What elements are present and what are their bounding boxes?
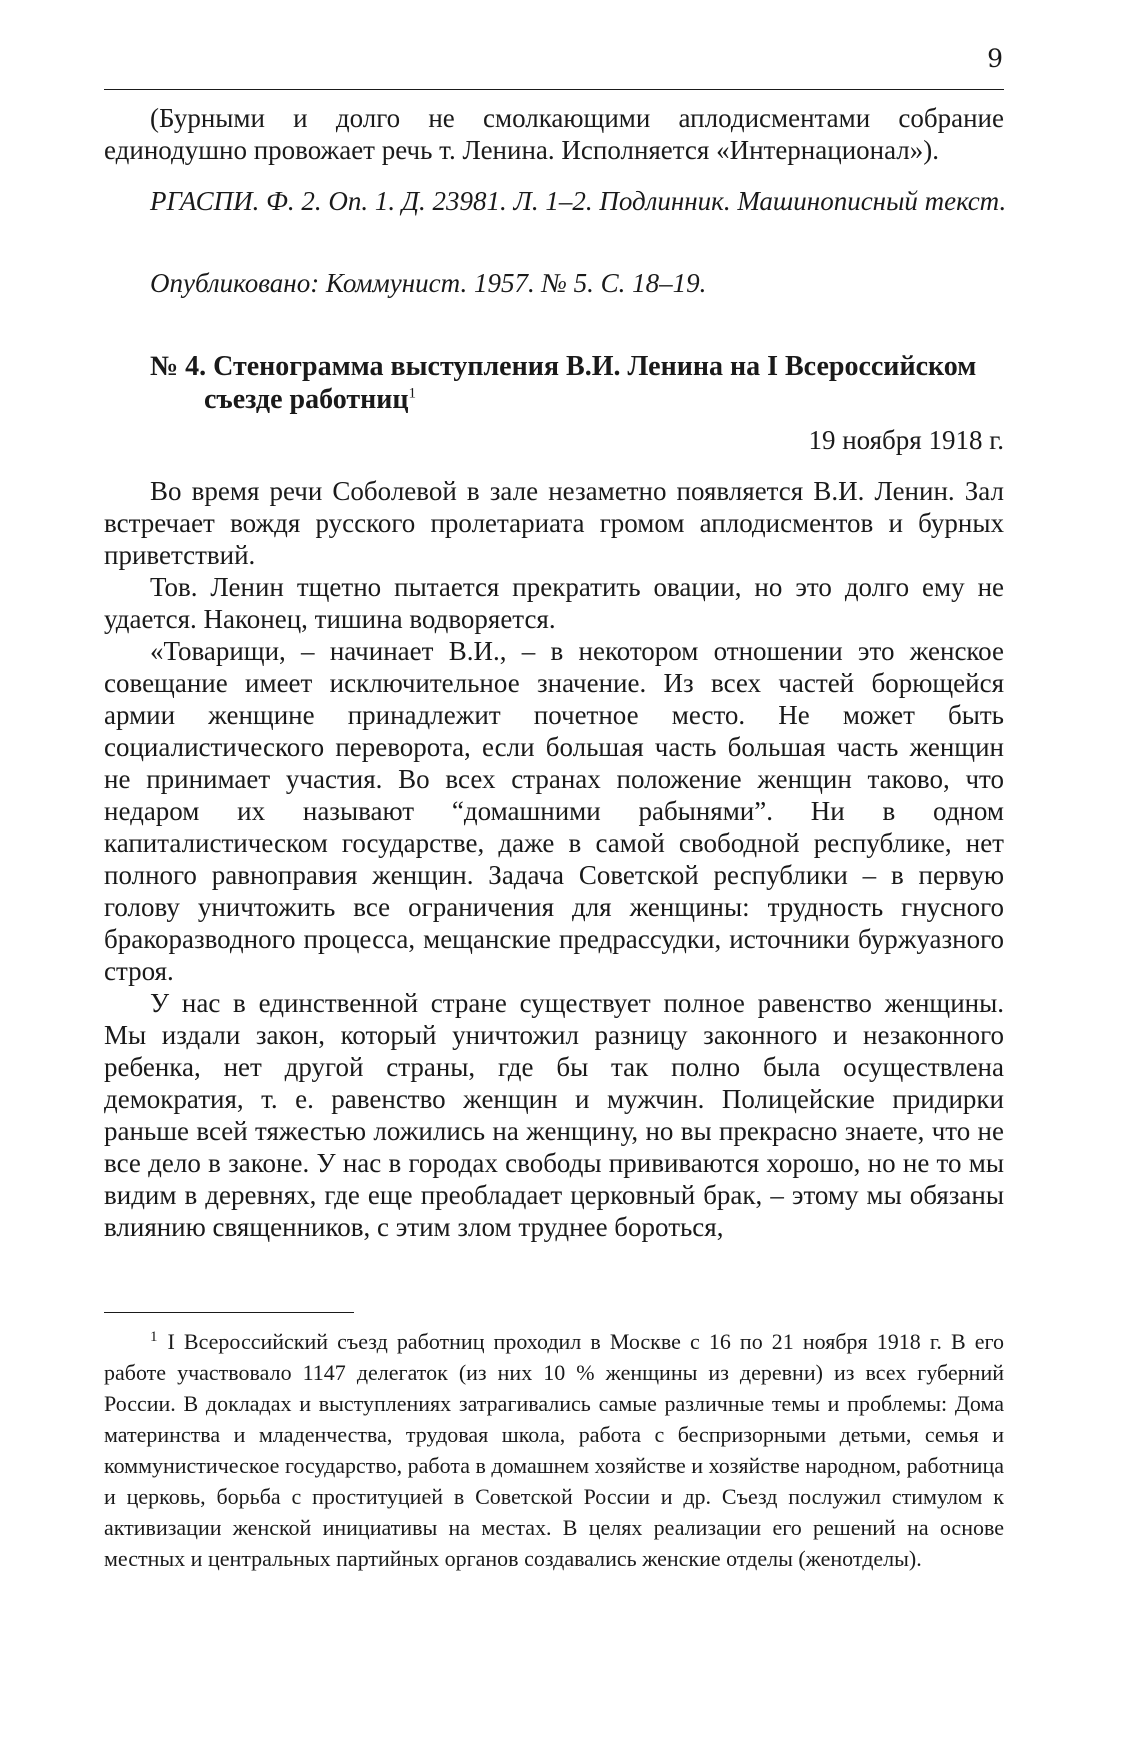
document-number: № 4.: [150, 351, 207, 382]
footnote-reference[interactable]: 1: [408, 385, 417, 402]
document-title-line2: съезде работниц: [204, 384, 409, 415]
body-paragraph: Тов. Ленин тщетно пытается прекратить овации, но это долго ему не удается. Наконец, тишина водворяется.: [104, 572, 1004, 634]
header-rule: [104, 89, 1004, 90]
closing-paragraph: (Бурными и долго не смолкающими аплодисментами собрание единодушно провожает речь т. Ленина. Исполняется «Интернационал»).: [104, 103, 1004, 165]
archive-reference: РГАСПИ. Ф. 2. Оп. 1. Д. 23981. Л. 1–2. Подлинник. Машинописный текст.: [150, 186, 1007, 216]
main-body: [104, 475, 1004, 1243]
footnote: [104, 1326, 1004, 1574]
body-paragraph: «Товарищи, – начинает В.И., – в некотором отношении это женское совещание имеет исключительное значение. Из всех частей борющейся армии женщине принадлежит почетное место. Не может быть социалистического переворота, если большая часть большая часть женщин не принимает участия. Во всех странах положение женщин таково, что недаром их называют “домашними рабынями”. Ни в одном капиталистическом государстве, даже в самой свободной республике, нет полного равноправия женщин. Задача Советской республики – в первую голову уничтожить все ограничения для женщины: трудность гнусного бракоразводного процесса, мещанские предрассудки, источники буржуазного строя.: [104, 636, 1004, 986]
body-paragraph: У нас в единственной стране существует полное равенство женщины. Мы издали закон, который уничтожил разницу законного и незаконного ребенка, нет другой страны, где бы так полно была осуществлена демократия, т. е. равенство женщин и мужчин. Полицейские придирки раньше всей тяжестью ложились на женщину, но вы прекрасно знаете, что не все дело в законе. У нас в городах свободы прививаются хорошо, но не то мы видим в деревнях, где еще преобладает церковный брак, – этому мы обязаны влиянию священников, с этим злом труднее бороться,: [104, 988, 1004, 1242]
footnote-text: I Всероссийский съезд работниц проходил в Москве с 16 по 21 ноября 1918 г. В его работе участвовало 1147 делегаток (из них 10 % женщины из деревни) из всех губерний России. В докладах и выступлениях затрагивались самые различные темы и проблемы: Дома материнства и младенчества, трудовая школа, работа с беспризорными детьми, семья и коммунистическое государство, работа в домашнем хозяйстве и хозяйстве народном, работница и церковь, борьба с проституцией в Советской России и др. Съезд послужил стимулом к активизации женской инициативы на местах. В целях реализации его решений на основе местных и центральных партийных органов создавались женские отделы (женотделы).: [104, 1329, 1004, 1571]
footnote-marker: 1: [150, 1328, 158, 1345]
document-title-line1: Стенограмма выступления В.И. Ленина на I Всероссийском: [213, 351, 977, 382]
publication-reference: Опубликовано: Коммунист. 1957. № 5. С. 18–19.: [150, 268, 707, 298]
footnote-rule: [104, 1312, 354, 1313]
document-date: 19 ноября 1918 г.: [808, 425, 1004, 455]
body-paragraph: Во время речи Соболевой в зале незаметно появляется В.И. Ленин. Зал встречает вождя русского пролетариата громом аплодисментов и бурных приветствий.: [104, 476, 1004, 570]
page-number: 9: [987, 44, 1003, 73]
intro-block: [104, 102, 1004, 166]
document-heading: [150, 350, 1004, 416]
